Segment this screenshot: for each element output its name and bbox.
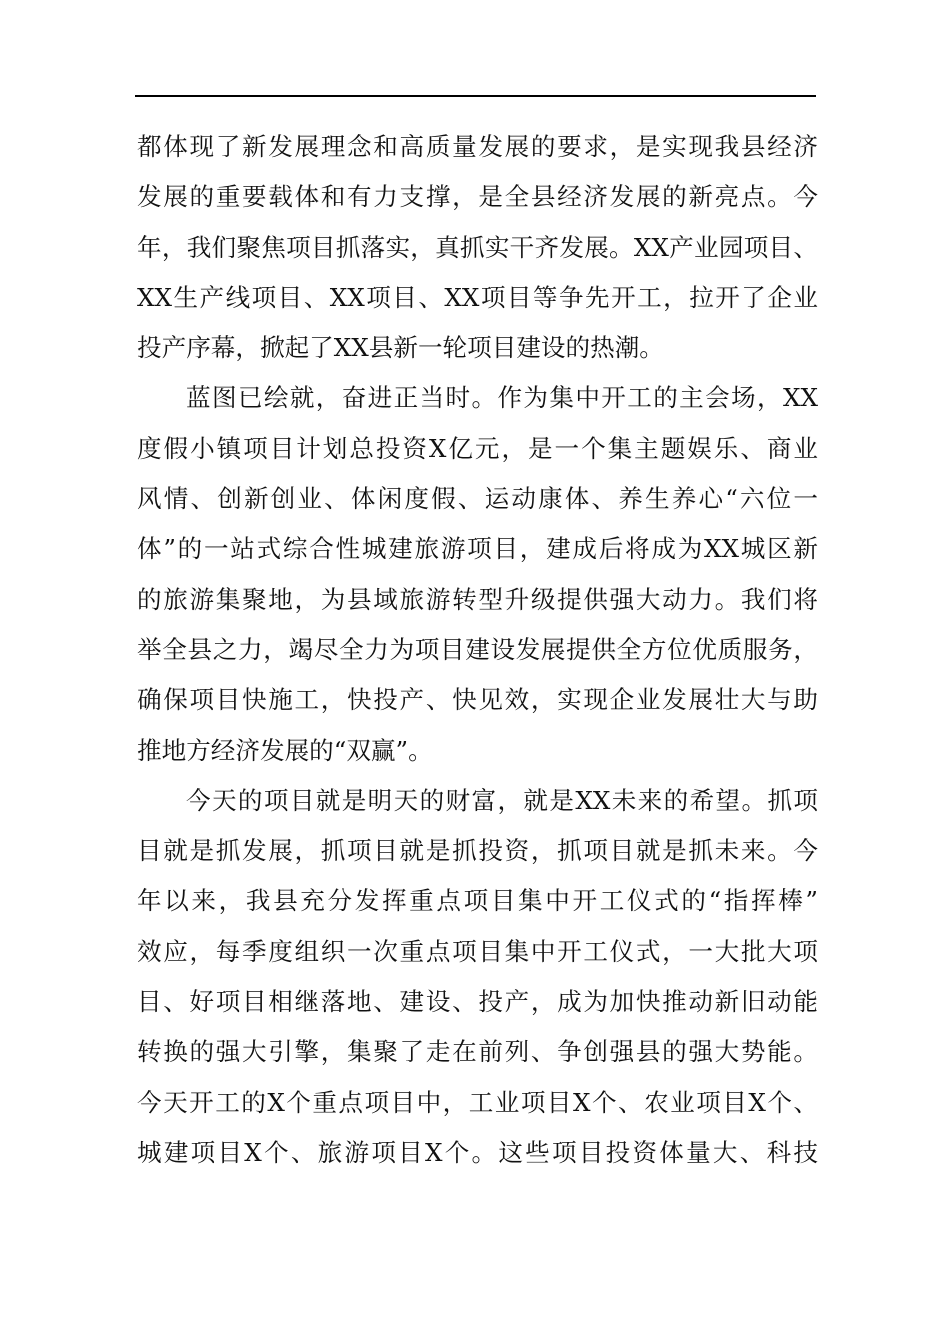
text-line: XX生产线项目、XX项目、XX项目等争先开工，拉开了企业 [137,282,818,312]
text-line: 举全县之力，竭尽全力为项目建设发展提供全方位优质服务， [137,634,818,664]
text-line: 今天开工的X个重点项目中，工业项目X个、农业项目X个、 [137,1087,818,1117]
text-line: 推地方经济发展的“双赢”。 [137,735,433,765]
text-line: 风情、创新创业、体闲度假、运动康体、养生养心“六位一 [137,484,818,514]
text-line: 度假小镇项目计划总投资X亿元，是一个集主题娱乐、商业 [137,433,818,463]
text-line: 体”的一站式综合性城建旅游项目，建成后将成为XX城区新 [137,534,818,564]
text-line: 目就是抓发展，抓项目就是抓投资，抓项目就是抓未来。今 [137,836,818,866]
paragraph-2 [137,373,818,775]
text-line: 发展的重要载体和有力支撑，是全县经济发展的新亮点。今 [137,182,818,212]
document-body [137,122,818,1178]
text-line: 转换的强大引擎，集聚了走在前列、争创强县的强大势能。 [137,1037,818,1067]
text-line: 效应，每季度组织一次重点项目集中开工仪式，一大批大项 [137,936,818,966]
text-line: 今天的项目就是明天的财富，就是XX未来的希望。抓项 [186,785,818,815]
text-line: 蓝图已绘就，奋进正当时。作为集中开工的主会场，XX [186,383,818,413]
text-line: 年以来，我县充分发挥重点项目集中开工仪式的“指挥棒” [137,886,818,916]
text-line: 年，我们聚焦项目抓落实，真抓实干齐发展。XX产业园项目、 [137,232,818,262]
text-line: 确保项目快施工，快投产、快见效，实现企业发展壮大与助 [137,685,818,715]
paragraph-3 [137,776,818,1178]
text-line: 目、好项目相继落地、建设、投产，成为加快推动新旧动能 [137,987,818,1017]
text-line: 城建项目X个、旅游项目X个。这些项目投资体量大、科技 [137,1137,818,1167]
text-line: 的旅游集聚地，为县域旅游转型升级提供强大动力。我们将 [137,584,818,614]
header-rule [135,95,816,97]
paragraph-1 [137,122,818,373]
text-line: 投产序幕，掀起了XX县新一轮项目建设的热潮。 [137,333,664,363]
text-line: 都体现了新发展理念和高质量发展的要求，是实现我县经济 [137,132,818,161]
